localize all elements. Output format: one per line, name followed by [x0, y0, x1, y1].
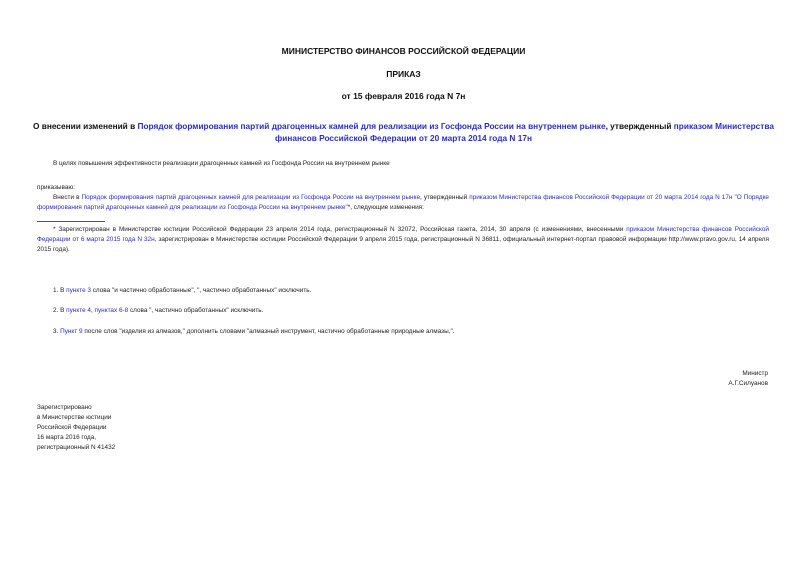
registration-block [37, 403, 237, 453]
registration-line: в Министерстве юстиции [37, 414, 112, 421]
title-link-order[interactable]: приказом Министерства финансов Российской Федерации от 20 марта 2014 года N 17н [275, 121, 774, 143]
title-text-1: О внесении изменений в [33, 121, 138, 131]
footnote-link-order[interactable]: приказом Министерства финансов Российской Федерации от 6 марта 2015 года N 32н [37, 226, 769, 243]
main-text-3: *, следующие изменения: [347, 204, 424, 211]
main-link-procedure[interactable]: Порядок формирования партий драгоценных камней для реализации из Госфонда России на внутреннем рынке [81, 194, 421, 201]
signatory-position: Министр [742, 370, 768, 377]
signatory-name: А.Г.Силуанов [728, 380, 768, 387]
order-title [30, 120, 777, 144]
amendment-item-1 [53, 286, 753, 296]
item-text: после слов "изделия из алмазов," дополнить словами "алмазный инструмент, частично обработанные природные алмазы,". [82, 328, 455, 335]
preamble-paragraph: В целях повышения эффективности реализации драгоценных камней из Госфонда России на внутреннем рынке [53, 160, 390, 167]
main-text-2: , утвержденный [420, 194, 470, 201]
registration-line: 16 марта 2016 года, [37, 434, 97, 441]
title-text-2: , утвержденный [605, 121, 674, 131]
item-number: 2. В [53, 307, 67, 314]
item-number: 3. [53, 328, 61, 335]
registration-line: регистрационный N 41432 [37, 444, 116, 451]
footnote-text-2: , зарегистрирован в Министерстве юстиции Российской Федерации 9 апреля 2015 года, регистрационный N 36811, официальный интернет-портал правовой информации http://www.pravo.gov.ru, 14 апреля 2015 года). [37, 236, 769, 253]
item-link-clause-3[interactable]: пункте 3 [66, 287, 91, 294]
amendment-item-2 [53, 306, 753, 316]
main-paragraph [37, 193, 769, 213]
registration-line: Зарегистрировано [37, 404, 92, 411]
amendment-item-3 [53, 327, 753, 337]
footnote-divider [37, 221, 105, 222]
doc-type-heading: ПРИКАЗ [386, 69, 421, 79]
item-text: слова ", частично обработанных" исключить. [128, 307, 264, 314]
item-link-clause-4[interactable]: пункте 4 [66, 307, 91, 314]
order-word: приказываю: [37, 184, 75, 191]
registration-line: Российской Федерации [37, 424, 107, 431]
main-link-order[interactable]: приказом Министерства финансов Российской Федерации от 20 марта 2014 года N 17н "О Порядке формирования партий драгоценных камней для реализации из Госфонда России на внутреннем рынке" [37, 194, 769, 211]
item-separator: , [90, 307, 95, 314]
item-link-clause-9[interactable]: Пункт 9 [60, 328, 83, 335]
item-number: 1. В [53, 287, 67, 294]
footnote-paragraph [37, 225, 769, 255]
item-link-clauses-6-8[interactable]: пунктах 6-8 [94, 307, 129, 314]
ministry-heading: МИНИСТЕРСТВО ФИНАНСОВ РОССИЙСКОЙ ФЕДЕРАЦИИ [281, 46, 526, 56]
main-text-1: Внести в [53, 194, 82, 201]
footnote-text-1: * Зарегистрирован в Министерстве юстиции Российской Федерации 23 апреля 2014 года, регистрационный N 32072, Российская газета, 2014, 30 апреля (с изменениями, внесенными [53, 226, 627, 233]
item-text: слова "и частично обработанные", ", частично обработанных" исключить. [90, 287, 312, 294]
order-date-number: от 15 февраля 2016 года N 7н [341, 91, 466, 101]
title-link-procedure[interactable]: Порядок формирования партий драгоценных камней для реализации из Госфонда России на внутреннем рынке [137, 121, 606, 131]
